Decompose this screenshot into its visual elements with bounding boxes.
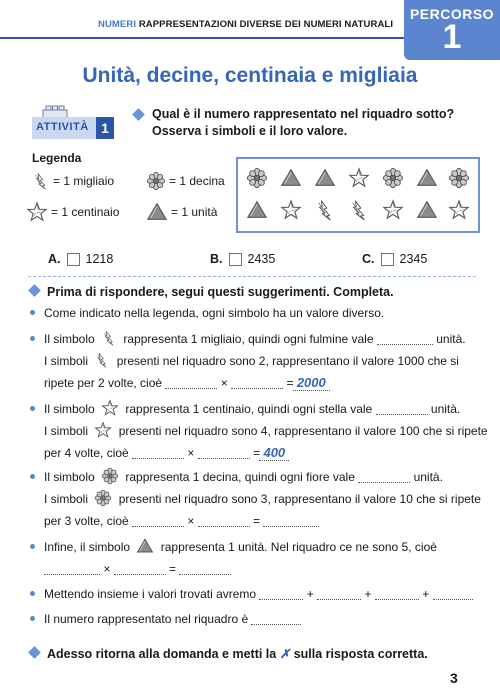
handwritten-answer[interactable] bbox=[263, 445, 285, 460]
bolt-icon bbox=[32, 171, 50, 191]
closing-instruction bbox=[30, 646, 428, 661]
legend-decina bbox=[146, 171, 225, 191]
text: sulla risposta corretta. bbox=[293, 647, 428, 661]
header-subtitle: RAPPRESENTAZIONI DIVERSE DEI NUMERI NATURALI bbox=[138, 19, 394, 30]
text: Infine, il simbolo bbox=[44, 540, 131, 554]
answer-blank[interactable] bbox=[251, 612, 301, 625]
text: presenti nel riquadro sono 2, rappresentano il valore 1000 che si bbox=[116, 354, 459, 368]
triangle-icon bbox=[146, 201, 168, 223]
bullet-dot bbox=[30, 474, 35, 479]
times-sign: × bbox=[103, 562, 111, 576]
triangle-icon bbox=[280, 167, 302, 189]
text: per 4 volte, cioè bbox=[44, 446, 129, 460]
flower-icon bbox=[94, 489, 112, 507]
flower-icon bbox=[448, 167, 470, 189]
star-icon bbox=[382, 199, 404, 221]
text: presenti nel riquadro sono 4, rappresentano il valore 100 che si ripete bbox=[118, 424, 488, 438]
flower-icon bbox=[146, 171, 166, 191]
text: ripete per 2 volte, cioè bbox=[44, 376, 163, 390]
answer-blank[interactable] bbox=[132, 514, 184, 527]
equals-sign: = bbox=[286, 376, 294, 390]
result-item bbox=[30, 608, 301, 630]
page-title: Unità, decine, centinaia e migliaia bbox=[82, 64, 418, 87]
star-icon bbox=[448, 199, 470, 221]
page-number: 3 bbox=[450, 670, 458, 686]
equals-sign: = bbox=[253, 446, 261, 460]
unita-item bbox=[30, 536, 437, 580]
answer-blank[interactable] bbox=[263, 514, 319, 527]
activity-number: 1 bbox=[96, 117, 114, 139]
header-text bbox=[98, 19, 393, 30]
x-mark-icon: ✗ bbox=[279, 647, 291, 661]
handwritten-answer-text: 400 bbox=[263, 445, 286, 460]
option-letter: A. bbox=[48, 252, 61, 266]
text: unità. bbox=[430, 402, 461, 416]
text: Il numero rappresentato nel riquadro è bbox=[44, 612, 249, 626]
header-rule bbox=[0, 37, 410, 39]
handwritten-answer-text: 2000 bbox=[296, 375, 326, 390]
option-letter: B. bbox=[210, 252, 223, 266]
legend-centinaio-label: = 1 centinaio bbox=[51, 205, 120, 219]
answer-blank[interactable] bbox=[317, 587, 361, 600]
intro-text: Come indicato nella legenda, ogni simbolo ha un valore diverso. bbox=[44, 306, 385, 320]
answer-blank[interactable] bbox=[114, 562, 166, 575]
question-line-2: Osserva i simboli e il loro valore. bbox=[152, 124, 348, 138]
answer-blank[interactable] bbox=[231, 376, 283, 389]
diamond-bullet-icon bbox=[28, 284, 41, 297]
star-icon bbox=[101, 399, 119, 417]
flower-icon bbox=[246, 167, 268, 189]
equals-sign: = bbox=[253, 514, 261, 528]
instructions-heading-text: Prima di rispondere, segui questi suggerimenti. Completa. bbox=[47, 285, 394, 299]
text: Il simbolo bbox=[44, 332, 95, 346]
triangle-icon bbox=[314, 167, 336, 189]
text: I simboli bbox=[44, 424, 89, 438]
bullet-dot bbox=[30, 591, 35, 596]
answer-blank[interactable] bbox=[259, 587, 303, 600]
diamond-bullet-icon bbox=[28, 646, 41, 659]
bullet-dot bbox=[30, 616, 35, 621]
option-a[interactable] bbox=[48, 252, 113, 266]
text: Adesso ritorna alla domanda e metti la bbox=[47, 647, 277, 661]
text: rappresenta 1 centinaio, quindi ogni stella vale bbox=[125, 402, 373, 416]
answer-blank[interactable] bbox=[165, 376, 217, 389]
text: Il simbolo bbox=[44, 470, 95, 484]
star-icon bbox=[26, 201, 48, 223]
answer-blank[interactable] bbox=[377, 332, 433, 345]
bolt-icon bbox=[101, 329, 117, 347]
text: unità. bbox=[413, 470, 443, 484]
intro-item bbox=[30, 302, 384, 324]
times-sign: × bbox=[187, 446, 195, 460]
option-value: 2435 bbox=[247, 252, 276, 266]
sum-item bbox=[30, 583, 473, 605]
times-sign: × bbox=[220, 376, 228, 390]
page-header bbox=[0, 0, 500, 56]
handwritten-answer[interactable] bbox=[297, 375, 326, 390]
divider bbox=[28, 276, 476, 277]
instructions-heading bbox=[30, 285, 394, 299]
activity-badge bbox=[32, 104, 114, 140]
answer-blank[interactable] bbox=[358, 470, 410, 483]
decina-item bbox=[30, 466, 481, 532]
text: I simboli bbox=[44, 492, 89, 506]
option-checkbox[interactable] bbox=[229, 253, 242, 266]
star-icon bbox=[280, 199, 302, 221]
answer-blank[interactable] bbox=[376, 402, 428, 415]
percorso-tab bbox=[404, 0, 500, 60]
symbols-box bbox=[236, 157, 480, 233]
option-value: 2345 bbox=[399, 252, 428, 266]
answer-blank[interactable] bbox=[179, 562, 231, 575]
percorso-label: PERCORSO bbox=[409, 6, 495, 22]
option-checkbox[interactable] bbox=[67, 253, 80, 266]
answer-blank[interactable] bbox=[375, 587, 419, 600]
text: Mettendo insieme i valori trovati avremo bbox=[44, 587, 257, 601]
text: per 3 volte, cioè bbox=[44, 514, 129, 528]
text: rappresenta 1 unità. Nel riquadro ce ne sono 5, cioè bbox=[160, 540, 437, 554]
star-icon bbox=[348, 167, 370, 189]
text: rappresenta 1 decina, quindi ogni fiore vale bbox=[125, 470, 355, 484]
times-sign: × bbox=[187, 514, 195, 528]
legend-centinaio bbox=[26, 201, 119, 223]
answer-blank[interactable] bbox=[132, 446, 184, 459]
triangle-icon bbox=[416, 199, 438, 221]
bullet-dot bbox=[30, 336, 35, 341]
legend-title: Legenda bbox=[32, 151, 82, 165]
text: unità. bbox=[436, 332, 466, 346]
triangle-icon bbox=[246, 199, 268, 221]
percorso-number: 1 bbox=[442, 18, 462, 56]
triangle-icon bbox=[136, 537, 154, 555]
answer-blank[interactable] bbox=[198, 446, 250, 459]
text: rappresenta 1 migliaio, quindi ogni fulmine vale bbox=[123, 332, 374, 346]
option-checkbox[interactable] bbox=[381, 253, 394, 266]
option-b[interactable] bbox=[210, 252, 275, 266]
header-section: NUMERI bbox=[98, 19, 137, 30]
bullet-dot bbox=[30, 544, 35, 549]
activity-label: ATTIVITÀ bbox=[36, 121, 89, 133]
bolt-icon bbox=[314, 199, 336, 221]
plus-sign: + bbox=[306, 587, 314, 601]
bullet-dot bbox=[30, 310, 35, 315]
flower-icon bbox=[101, 467, 119, 485]
answer-blank[interactable] bbox=[44, 562, 100, 575]
bolt-icon bbox=[94, 351, 110, 369]
text: presenti nel riquadro sono 3, rappresentano il valore 10 che si ripete bbox=[118, 492, 481, 506]
plus-sign: + bbox=[422, 587, 430, 601]
text: I simboli bbox=[44, 354, 89, 368]
text: Il simbolo bbox=[44, 402, 95, 416]
bullet-dot bbox=[30, 406, 35, 411]
legend-unita-label: = 1 unità bbox=[171, 205, 218, 219]
triangle-icon bbox=[416, 167, 438, 189]
equals-sign: = bbox=[169, 562, 177, 576]
star-icon bbox=[94, 421, 112, 439]
question-line-1: Qual è il numero rappresentato nel riquadro sotto? bbox=[152, 107, 455, 121]
legend-migliaio-label: = 1 migliaio bbox=[53, 174, 115, 188]
plus-sign: + bbox=[364, 587, 372, 601]
option-c[interactable] bbox=[362, 252, 427, 266]
bolt-icon bbox=[348, 199, 370, 221]
migliaio-item bbox=[30, 328, 466, 394]
legend-migliaio bbox=[32, 171, 114, 191]
legend-decina-label: = 1 decina bbox=[169, 174, 225, 188]
question bbox=[134, 106, 454, 140]
answer-blank[interactable] bbox=[198, 514, 250, 527]
legend-unita bbox=[146, 201, 217, 223]
option-letter: C. bbox=[362, 252, 375, 266]
flower-icon bbox=[382, 167, 404, 189]
answer-blank[interactable] bbox=[433, 587, 473, 600]
option-value: 1218 bbox=[85, 252, 114, 266]
centinaio-item bbox=[30, 398, 488, 464]
